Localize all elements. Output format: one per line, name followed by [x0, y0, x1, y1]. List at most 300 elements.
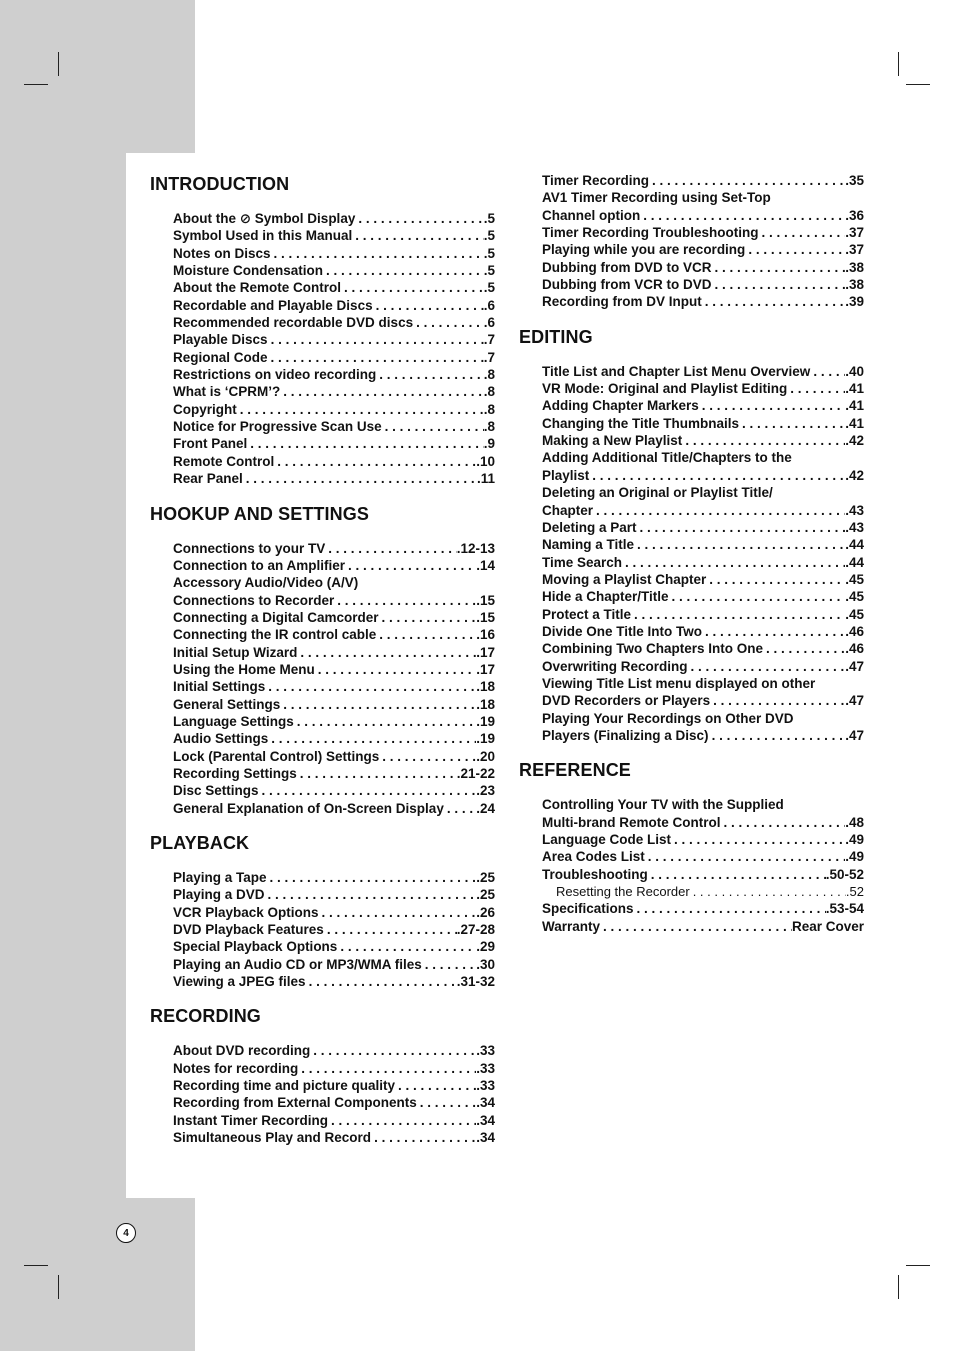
dot-leader: [702, 293, 845, 310]
toc-entry-label: Remote Control: [173, 453, 275, 469]
toc-entry-label: Title List and Chapter List Menu Overview: [542, 363, 811, 379]
toc-entry-page: .8: [483, 419, 495, 435]
toc-entry-page: .25: [476, 887, 495, 903]
toc-entry-label: Multi-brand Remote Control: [542, 814, 721, 830]
dot-leader: [268, 730, 476, 747]
section-heading: EDITING: [519, 326, 593, 347]
toc-entry: [173, 678, 495, 695]
toc-entry: [542, 623, 864, 640]
toc-entry-label: Disc Settings: [173, 783, 259, 799]
toc-entry: [173, 401, 495, 418]
toc-section-recording: [150, 1004, 495, 1146]
toc-entry: [173, 279, 495, 296]
toc-entry: [542, 588, 864, 605]
dot-leader: [395, 1077, 476, 1094]
toc-entry: [173, 1094, 495, 1111]
toc-entry: [173, 869, 495, 886]
toc-entry: [542, 484, 864, 501]
toc-column-left: [150, 172, 495, 1160]
toc-entry: [542, 710, 864, 727]
dot-leader: [268, 331, 484, 348]
toc-entry-label: Recommended recordable DVD discs: [173, 315, 414, 331]
margin-band-top: [0, 0, 195, 153]
toc-entry-page: .34: [476, 1095, 495, 1111]
toc-entry-list: [173, 540, 495, 818]
toc-entry: [173, 921, 495, 938]
toc-entry: [542, 189, 864, 206]
toc-entry-label: Recording time and picture quality: [173, 1078, 396, 1094]
toc-entry-label: Lock (Parental Control) Settings: [173, 748, 380, 764]
dot-leader: [297, 765, 457, 782]
dot-leader: [671, 831, 845, 848]
dot-leader: [237, 401, 484, 418]
toc-entry-label: Timer Recording: [542, 173, 650, 188]
toc-entry-page: .34: [476, 1130, 495, 1146]
toc-entry-label: Controlling Your TV with the Supplied: [542, 797, 784, 813]
toc-entry: [173, 314, 495, 331]
toc-entry: [173, 592, 495, 609]
toc-entry: [173, 1112, 495, 1129]
toc-entry-label: Players (Finalizing a Disc): [542, 727, 709, 743]
toc-entry-page: .27-28: [456, 922, 495, 938]
toc-entry: [173, 938, 495, 955]
toc-entry-label: DVD Recorders or Players: [542, 693, 711, 709]
dot-leader: [337, 938, 476, 955]
dot-leader: [622, 554, 845, 571]
toc-entry: [173, 557, 495, 574]
dot-leader: [294, 713, 476, 730]
toc-entry-label: Notes for recording: [173, 1060, 299, 1076]
toc-entry-label: Hide a Chapter/Title: [542, 589, 669, 605]
toc-entry-page: .33: [476, 1060, 495, 1076]
toc-entry-label: Playable Discs: [173, 332, 268, 348]
toc-column-right: [519, 172, 864, 949]
toc-entry-label: Notice for Progressive Scan Use: [173, 419, 382, 435]
toc-entry: [173, 713, 495, 730]
toc-entry: [542, 502, 864, 519]
toc-entry-label: Dubbing from VCR to DVD: [542, 277, 712, 293]
dot-leader: [649, 172, 845, 189]
margin-band-left: [0, 153, 126, 1198]
toc-entry-page: .12-13: [456, 540, 495, 556]
dot-leader: [422, 956, 476, 973]
toc-entry: [556, 883, 864, 900]
toc-entry-page: .31-32: [456, 974, 495, 990]
toc-entry-label: Connections to your TV: [173, 540, 326, 556]
toc-entry: [173, 262, 495, 279]
toc-entry-label: Front Panel: [173, 436, 248, 452]
toc-entry-page: .41: [845, 381, 864, 397]
toc-entry-label: VR Mode: Original and Playlist Editing: [542, 381, 788, 397]
toc-entry: [542, 432, 864, 449]
toc-entry-label: Initial Settings: [173, 679, 266, 695]
toc-entry: [542, 363, 864, 380]
toc-section-playback: [150, 831, 495, 990]
dot-leader: [243, 470, 477, 487]
toc-entry-page: .11: [476, 471, 495, 487]
toc-entry-label: Playing a DVD: [173, 887, 265, 903]
toc-entry: [173, 297, 495, 314]
toc-entry-label: Recordable and Playable Discs: [173, 297, 373, 313]
toc-entry-page: .15: [476, 609, 495, 625]
toc-entry: [542, 848, 864, 865]
toc-entry-label: Warranty: [542, 918, 601, 934]
toc-entry-page: .37: [845, 242, 864, 258]
toc-entry-page: .41: [845, 415, 864, 431]
toc-entry: [173, 904, 495, 921]
dot-leader: [325, 540, 456, 557]
dot-leader: [382, 418, 484, 435]
dot-leader: [265, 678, 476, 695]
dot-leader: [645, 848, 845, 865]
toc-entry: [173, 210, 495, 227]
dot-leader: [268, 349, 484, 366]
toc-entry-page: .20: [476, 748, 495, 764]
toc-entry: [542, 415, 864, 432]
toc-entry: [173, 383, 495, 400]
dot-leader: [259, 782, 477, 799]
toc-entry-label: VCR Playback Options: [173, 904, 319, 920]
toc-entry-page: .39: [845, 294, 864, 310]
dot-leader: [444, 800, 476, 817]
dot-leader: [669, 588, 846, 605]
toc-entry: [173, 331, 495, 348]
toc-entry-page: .6: [483, 297, 495, 313]
toc-entry-page: .33: [476, 1078, 495, 1094]
toc-entry-label: Deleting a Part: [542, 519, 637, 535]
toc-entry-label: Playing while you are recording: [542, 242, 746, 258]
toc-entry-page: .49: [845, 832, 864, 847]
dot-leader: [688, 658, 846, 675]
toc-entry: [173, 661, 495, 678]
toc-entry: [173, 1129, 495, 1146]
crop-mark: [906, 84, 930, 85]
toc-entry: [542, 519, 864, 536]
toc-entry-label: Copyright: [173, 401, 237, 417]
dot-leader: [634, 900, 826, 917]
toc-entry-page: .8: [483, 384, 495, 400]
dot-leader: [682, 432, 845, 449]
dot-leader: [709, 727, 846, 744]
toc-entry: [173, 1077, 495, 1094]
toc-entry-page: .45: [845, 606, 864, 622]
dot-leader: [334, 592, 476, 609]
toc-entry: [173, 470, 495, 487]
section-heading: REFERENCE: [519, 760, 631, 781]
crop-mark: [906, 1265, 930, 1266]
dot-leader: [328, 1112, 476, 1129]
toc-entry-label: Divide One Title Into Two: [542, 623, 703, 639]
toc-entry: [542, 658, 864, 675]
toc-section-continued: [519, 172, 864, 311]
toc-entry-page: .40: [845, 363, 864, 379]
toc-entry: [173, 730, 495, 747]
dot-leader: [787, 380, 845, 397]
dot-leader: [315, 661, 476, 678]
toc-entry: [173, 609, 495, 626]
toc-entry-page: .34: [476, 1112, 495, 1128]
toc-entry: [173, 227, 495, 244]
toc-entry-page: .15: [476, 592, 495, 608]
dot-leader: [640, 207, 845, 224]
toc-entry-page: .38: [845, 277, 864, 293]
toc-entry-page: .33: [476, 1043, 495, 1059]
toc-entry-page: .8: [483, 401, 495, 417]
toc-entry-page: .24: [476, 800, 495, 816]
dot-leader: [323, 262, 484, 279]
toc-entry-page: .46: [845, 641, 864, 657]
toc-entry-label: Audio Settings: [173, 731, 269, 747]
toc-entry: [173, 366, 495, 383]
toc-entry-label: Adding Chapter Markers: [542, 398, 699, 414]
crop-mark: [898, 52, 899, 76]
toc-entry: [173, 626, 495, 643]
toc-entry: [542, 814, 864, 831]
crop-mark: [58, 52, 59, 76]
dot-leader: [721, 814, 846, 831]
toc-entry: [542, 259, 864, 276]
dot-leader: [319, 904, 477, 921]
dot-leader: [413, 314, 484, 331]
dot-leader: [247, 435, 483, 452]
toc-entry: [542, 293, 864, 310]
toc-entry-label: Naming a Title: [542, 537, 635, 553]
toc-entry-page: .19: [476, 713, 495, 729]
toc-entry-label: Restrictions on video recording: [173, 367, 377, 383]
dot-leader: [345, 557, 476, 574]
toc-entry-label: Initial Setup Wizard: [173, 644, 298, 660]
page-number: 4: [116, 1223, 136, 1243]
crop-mark: [24, 84, 48, 85]
toc-entry-list: [542, 172, 864, 311]
dot-leader: [417, 1094, 476, 1111]
toc-entry-page: .26: [476, 904, 495, 920]
toc-entry-label: Notes on Discs: [173, 245, 271, 261]
toc-entry: [542, 467, 864, 484]
dot-leader: [376, 626, 476, 643]
toc-entry-page: .16: [476, 627, 495, 643]
toc-entry-page: .14: [476, 557, 495, 573]
toc-entry-page: .53-54: [825, 901, 864, 917]
toc-entry-page: Rear Cover: [791, 918, 864, 934]
toc-entry-page: .18: [476, 679, 495, 695]
toc-entry-page: .47: [845, 727, 864, 743]
dot-leader: [297, 644, 476, 661]
toc-entry-label: Deleting an Original or Playlist Title/: [542, 485, 773, 501]
toc-entry-label: Recording from External Components: [173, 1095, 417, 1111]
toc-entry-label: Chapter: [542, 502, 594, 518]
toc-entry-label: Protect a Title: [542, 606, 632, 622]
dot-leader: [631, 606, 845, 623]
toc-entry-label: Symbol Used in this Manual: [173, 228, 353, 244]
toc-entry-page: .42: [845, 467, 864, 483]
toc-entry-label: About DVD recording: [173, 1043, 311, 1059]
toc-entry-label: What is ‘CPRM’?: [173, 384, 281, 400]
toc-entry-page: .5: [483, 280, 495, 296]
toc-entry: [542, 241, 864, 258]
dot-leader: [745, 241, 845, 258]
toc-entry-label: Viewing a JPEG files: [173, 974, 306, 990]
dot-leader: [648, 866, 826, 883]
toc-entry-page: .47: [845, 693, 864, 709]
toc-entry-page: .42: [845, 433, 864, 449]
toc-entry-label: About the ⊘ Symbol Display: [173, 211, 356, 226]
dot-leader: [759, 224, 846, 241]
dot-leader: [711, 276, 845, 293]
toc-entry-page: .23: [476, 783, 495, 799]
toc-entry-label: Specifications: [542, 901, 634, 917]
toc-entry-label: Accessory Audio/Video (A/V): [173, 575, 359, 591]
toc-entry-label: Area Codes List: [542, 849, 645, 865]
toc-entry-page: .43: [845, 519, 864, 535]
toc-entry-label: Connections to Recorder: [173, 592, 335, 608]
toc-entry-page: .49: [845, 849, 864, 865]
toc-entry-label: Making a New Playlist: [542, 433, 683, 449]
dot-leader: [267, 869, 477, 886]
toc-entry: [173, 540, 495, 557]
toc-entry: [542, 554, 864, 571]
dot-leader: [280, 383, 483, 400]
toc-entry: [173, 1042, 495, 1059]
toc-entry: [542, 640, 864, 657]
toc-entry-label: Moisture Condensation: [173, 263, 324, 279]
toc-entry-page: .37: [845, 225, 864, 241]
toc-entry-page: .18: [476, 696, 495, 712]
dot-leader: [699, 397, 845, 414]
dot-leader: [702, 623, 845, 640]
toc-entry-label: Time Search: [542, 554, 623, 570]
toc-entry-page: .19: [476, 731, 495, 747]
toc-entry-page: .38: [845, 259, 864, 275]
dot-leader: [274, 453, 476, 470]
dot-leader: [376, 366, 483, 383]
dot-leader: [706, 571, 845, 588]
toc-section-hookup-and-settings: [150, 502, 495, 818]
toc-entry: [173, 574, 495, 591]
toc-entry: [542, 449, 864, 466]
dot-leader: [810, 363, 845, 380]
dot-leader: [710, 692, 845, 709]
toc-entry: [542, 796, 864, 813]
toc-entry-page: .46: [845, 623, 864, 639]
toc-entry-page: .5: [483, 228, 495, 244]
toc-entry: [542, 276, 864, 293]
toc-entry-label: Resetting the Recorder: [556, 884, 690, 900]
toc-entry-label: Timer Recording Troubleshooting: [542, 225, 759, 241]
toc-entry-label: AV1 Timer Recording using Set-Top: [542, 190, 771, 206]
section-heading: HOOKUP AND SETTINGS: [150, 503, 369, 524]
toc-entry: [542, 675, 864, 692]
toc-entry: [542, 606, 864, 623]
toc-entry-label: Changing the Title Thumbnails: [542, 415, 740, 431]
toc-entry-label: DVD Playback Features: [173, 922, 324, 938]
toc-entry-label: Combining Two Chapters Into One: [542, 641, 763, 657]
toc-entry: [173, 696, 495, 713]
dot-leader: [589, 467, 845, 484]
toc-entry-label: Recording from DV Input: [542, 294, 702, 310]
toc-entry-label: Connecting a Digital Camcorder: [173, 609, 379, 625]
toc-entry-page: .7: [483, 332, 495, 348]
crop-mark: [898, 1275, 899, 1299]
dot-leader: [373, 297, 484, 314]
toc-entry: [542, 727, 864, 744]
toc-entry: [542, 918, 864, 935]
toc-entry-page: .47: [845, 658, 864, 674]
toc-entry-label: About the Remote Control: [173, 280, 341, 296]
toc-entry: [173, 435, 495, 452]
toc-entry-page: .17: [476, 661, 495, 677]
toc-entry-page: .35: [845, 173, 864, 188]
toc-entry-label: Language Code List: [542, 832, 672, 847]
dot-leader: [306, 973, 457, 990]
toc-entry-label: Using the Home Menu: [173, 661, 315, 677]
dot-leader: [637, 519, 846, 536]
toc-entry: [542, 380, 864, 397]
section-heading: RECORDING: [150, 1006, 261, 1027]
toc-entry: [173, 956, 495, 973]
dot-leader: [600, 918, 792, 935]
toc-entry: [173, 748, 495, 765]
dot-leader: [310, 1042, 476, 1059]
toc-entry: [542, 866, 864, 883]
toc-entry: [173, 886, 495, 903]
toc-entry-label: Playing Your Recordings on Other DVD: [542, 710, 794, 726]
toc-entry: [173, 453, 495, 470]
toc-entry-page: .48: [845, 814, 864, 830]
toc-entry: [542, 536, 864, 553]
toc-entry-list: [542, 363, 864, 745]
toc-entry-list: [173, 869, 495, 990]
toc-entry: [542, 397, 864, 414]
toc-entry-label: Troubleshooting: [542, 866, 648, 882]
toc-entry-list: [173, 210, 495, 488]
toc-entry-page: .36: [845, 207, 864, 223]
toc-section-introduction: [150, 172, 495, 488]
toc-entry: [542, 692, 864, 709]
section-heading: INTRODUCTION: [150, 174, 290, 194]
dot-leader: [593, 502, 845, 519]
dot-leader: [711, 259, 845, 276]
toc-entry-label: General Settings: [173, 696, 281, 712]
toc-entry-page: .9: [483, 436, 495, 452]
toc-entry-label: Viewing Title List menu displayed on other: [542, 675, 816, 691]
toc-entry-label: Rear Panel: [173, 471, 243, 487]
dot-leader: [265, 886, 477, 903]
toc-entry-label: Regional Code: [173, 349, 268, 365]
toc-entry-page: .41: [845, 398, 864, 414]
dot-leader: [352, 227, 483, 244]
toc-entry: [173, 800, 495, 817]
dot-leader: [324, 921, 457, 938]
toc-entry-page: .5: [483, 211, 495, 226]
toc-entry-label: Simultaneous Play and Record: [173, 1130, 372, 1146]
toc-entry-page: .52: [845, 884, 864, 900]
toc-entry-page: .8: [483, 367, 495, 383]
dot-leader: [271, 245, 484, 262]
toc-entry-page: .6: [483, 315, 495, 331]
toc-entry-label: Connection to an Amplifier: [173, 557, 345, 573]
toc-section-reference: [519, 758, 864, 935]
toc-entry: [542, 900, 864, 917]
toc-entry: [542, 172, 864, 189]
toc-entry: [542, 831, 864, 848]
toc-entry-page: .5: [483, 245, 495, 261]
dot-leader: [280, 696, 476, 713]
toc-entry-list: [542, 796, 864, 935]
toc-entry-page: .29: [476, 939, 495, 955]
toc-entry-label: Dubbing from DVD to VCR: [542, 259, 712, 275]
dot-leader: [763, 640, 845, 657]
